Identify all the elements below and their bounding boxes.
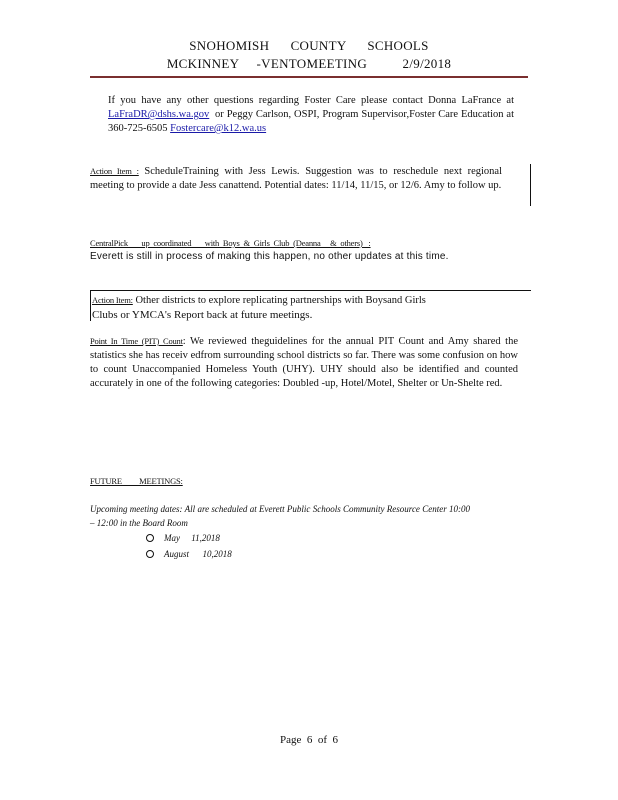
- central-pickup-text: Everett is still in process of making this happen, no other updates at this time.: [90, 251, 449, 262]
- header-title-line2: [0, 56, 618, 72]
- central-pickup-heading: CentralPick up coordinated with Boys & Girls Club (Deanna & others) :: [90, 238, 371, 248]
- contact-email-link-1[interactable]: LaFraDR@dshs.wa.gov: [108, 109, 210, 120]
- pit-count-label: Point In Time (PIT) Count: [90, 336, 183, 346]
- action-item-2-text-1: Other districts to explore replicating partnerships with Boysand Girls: [132, 295, 426, 306]
- list-item: [146, 547, 232, 561]
- pit-count-section: [90, 334, 518, 391]
- header-line2-text: MCKINNEY -VENTOMEETING 2/9/2018: [166, 56, 452, 71]
- central-pickup-section: [90, 238, 530, 262]
- header-divider: [90, 76, 528, 78]
- action-item-2-label: Action Item:: [92, 295, 133, 305]
- header-line1-text: SNOHOMISH COUNTY SCHOOLS: [189, 38, 429, 53]
- meeting-date-1: May 11,2018: [164, 533, 220, 543]
- pit-count-text: : We reviewed theguidelines for the annual PIT Count and Amy shared the statistics she has receiv edfrom surrounding school districts so far. There was some confusion on how to count Unaccompanied Homeless Youth (UHY). UHY should also be identified and counted accurately in one of the following categories: Doubled -up, Hotel/Motel, Shelter or Un-Shelte red.: [90, 336, 518, 389]
- action-item-1-label: Action Item :: [90, 166, 139, 176]
- contact-text-1: If you have any other questions regarding Foster Care please contact Donna LaFrance at: [108, 95, 514, 106]
- header-title-line1: [0, 38, 618, 54]
- bullet-circle-icon: [146, 534, 154, 542]
- action-item-2: [90, 290, 531, 321]
- page-footer: [0, 734, 618, 746]
- contact-paragraph: [108, 94, 517, 136]
- action-item-2-text-2: Clubs or YMCA's Report back at future meetings.: [92, 309, 313, 321]
- list-item: [146, 531, 232, 545]
- contact-text-2: or Peggy Carlson, OSPI, Program Supervisor,Foster Care Education at 360-725-6505: [108, 109, 517, 134]
- meeting-dates-list: [146, 531, 232, 561]
- action-item-1: [90, 164, 531, 206]
- future-meetings-heading: FUTURE MEETINGS:: [90, 476, 183, 486]
- contact-email-link-2[interactable]: Fostercare@k12.wa.us: [170, 123, 267, 134]
- page-number: Page 6 of 6: [279, 734, 339, 746]
- bullet-circle-icon: [146, 550, 154, 558]
- meeting-date-2: August 10,2018: [164, 549, 232, 559]
- future-meetings-intro: Upcoming meeting dates: All are scheduled at Everett Public Schools Community Resource Center 10:00 – 12:00 in the Board Room: [90, 504, 470, 528]
- action-item-1-text: ScheduleTraining with Jess Lewis. Suggestion was to reschedule next regional meeting to provide a date Jess canattend. Potential dates: 11/14, 11/15, or 12/6. Amy to follow up.: [90, 166, 502, 191]
